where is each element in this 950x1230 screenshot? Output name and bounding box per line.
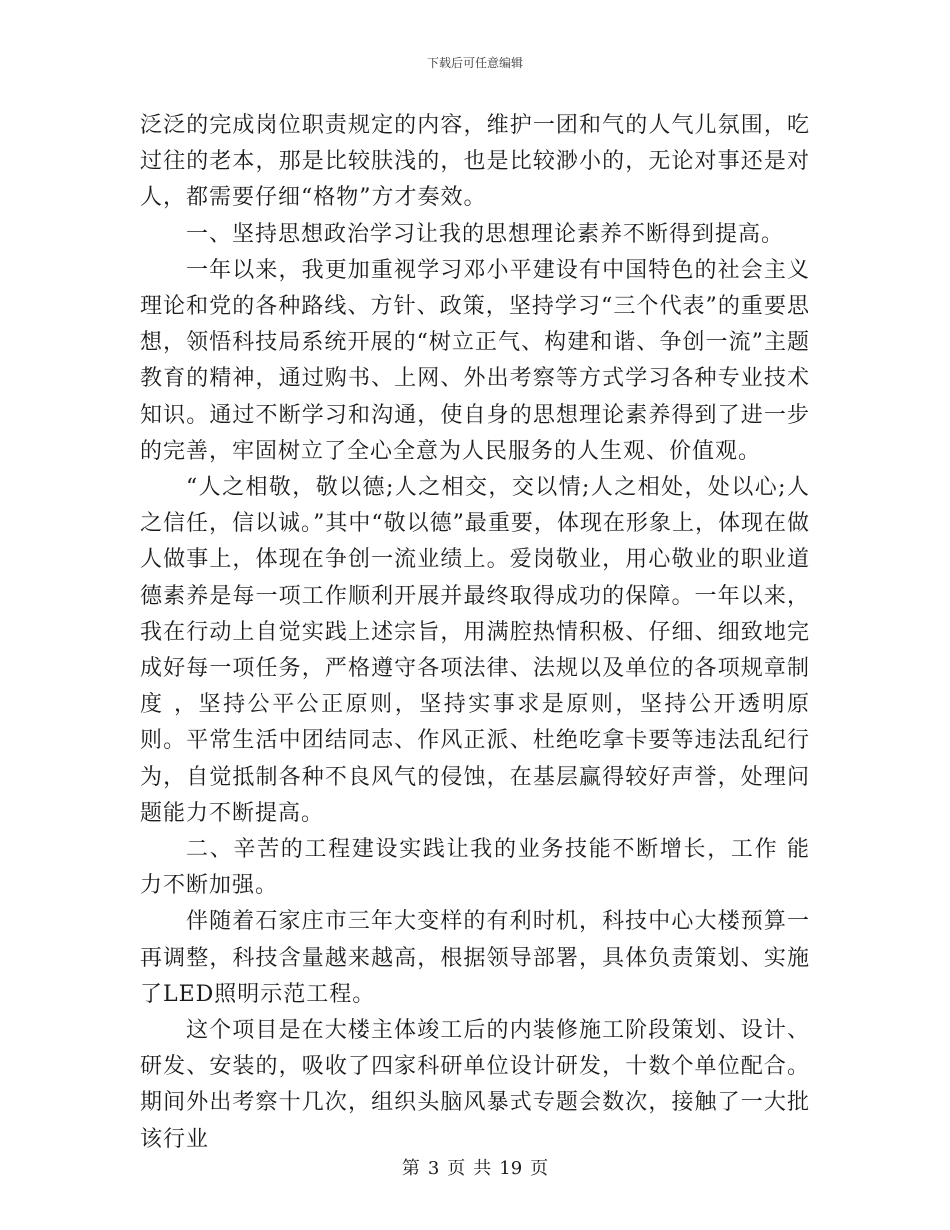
paragraph-ethics: “人之相敬，敬以德;人之相交，交以情;人之相处，处以心;人之信任，信以诚。”其中“敬以德”最重要，体现在形象上，体现在做人做事上，体现在争创一流业绩上。爱岗敬业，用心敬业的职业道德素养是每一项工作顺利开展并最终取得成功的保障。一年以来，我在行动上自觉实践上述宗旨，用满腔热情积极、仔细、细致地完成好每一项任务，严格遵守各项法律、法规以及单位的各项规章制度 ，坚持公平公正原则，坚持实事求是原则，坚持公开透明原则。平常生活中团结同志、作风正派、杜绝吃拿卡要等违法乱纪行为，自觉抵制各种不良风气的侵蚀，在基层赢得较好声誉，处理问题能力不断提高。 xyxy=(140,475,810,826)
document-body xyxy=(140,108,810,1158)
paragraph-project-detail: 这个项目是在大楼主体竣工后的内装修施工阶段策划、设计、研发、安装的，吸收了四家科研单位设计研发，十数个单位配合。期间外出考察十几次，组织头脑风暴式专题会数次，接触了一大批该行业 xyxy=(140,1018,810,1152)
paragraph-continuation: 泛泛的完成岗位职责规定的内容，维护一团和气的人气儿氛围，吃过往的老本，那是比较肤浅的，也是比较渺小的，无论对事还是对人，都需要仔细“格物”方才奏效。 xyxy=(140,113,810,211)
page-header: 下载后可任意编辑 xyxy=(426,56,523,70)
footer-suffix: 页 xyxy=(530,1158,549,1179)
footer-page-label: 页 xyxy=(447,1158,466,1179)
paragraph-study: 一年以来，我更加重视学习邓小平建设有中国特色的社会主义理论和党的各种路线、方针、政策，坚持学习“三个代表”的重要思想，领悟科技局系统开展的“树立正气、构建和谐、争创一流”主题教育的精神，通过购书、上网、外出考察等方式学习各种专业技术知识。通过不断学习和沟通，使自身的思想理论素养得到了进一步的完善，牢固树立了全心全意为人民服务的人生观、价值观。 xyxy=(140,257,810,464)
section-heading-2: 二、辛苦的工程建设实践让我的业务技能不断增长，工作 能力不断加强。 xyxy=(140,837,810,899)
paragraph-led-project: 伴随着石家庄市三年大变样的有利时机，科技中心大楼预算一再调整，科技含量越来越高，根据领导部署，具体负责策划、实施了LED照明示范工程。 xyxy=(140,909,810,1007)
page-footer xyxy=(0,1154,950,1180)
total-pages-number: 19 xyxy=(499,1158,523,1179)
footer-prefix: 第 xyxy=(401,1158,420,1179)
footer-total-label: 共 xyxy=(473,1158,492,1179)
section-heading-1: 一、坚持思想政治学习让我的思想理论素养不断得到提高。 xyxy=(186,221,785,247)
current-page-number: 3 xyxy=(427,1158,440,1179)
